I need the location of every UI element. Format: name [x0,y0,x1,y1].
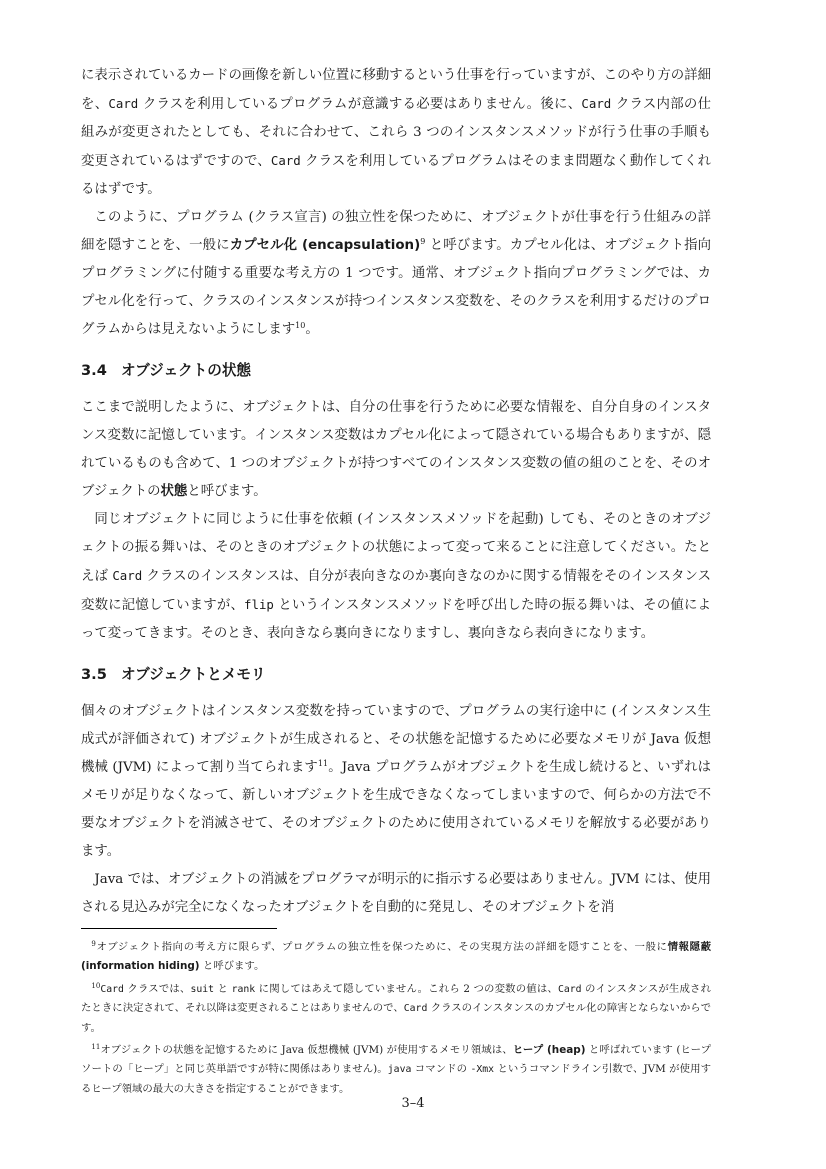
text: クラスを利用しているプログラムはそのまま問題なく動作してくれるはずです。 [81,154,712,197]
section-number: 3.5 [81,666,107,683]
text: というコマンドライン引数で、JVM が使用するヒープ領域の最大の大きさを指定することができます。 [81,1063,711,1095]
text: に表示されているカードの画像を新しい位置に移動するという仕事を行っていますが、このやり方の詳細を、 [81,68,711,112]
text: コマンドの [411,1063,471,1076]
text: と呼びます。カプセル化は、オブジェクト指向プログラミングに付随する重要な考え方の 1 つです。通常、オブジェクト指向プログラミングでは、カプセル化を行って、クラスのインスタンスが持つインスタンス変数を、そのクラスを利用するだけのプログラムからは見えないようにします [81,238,712,337]
text: クラスのインスタンスのカプセル化の障害とならないからです。 [81,1002,711,1034]
text: クラスを利用しているプログラムが意識する必要はありません。後に、 [138,97,582,112]
text: と呼びます。 [187,484,267,499]
text: オブジェクト指向の考え方に限らず、プログラムの独立性を保つために、その実現方法の詳細を隠すことを、一般に [95,941,668,953]
footnote-ref-11[interactable]: 11 [317,759,329,768]
text: に関してはあえて隠していません。これら 2 つの変数の値は、 [255,982,558,995]
text: と呼ばれています (ヒープソートの「ヒープ」と同じ英単語ですが特に関係はありません)。 [81,1044,711,1076]
paragraph-state-1 [81,394,711,506]
text: のインスタンスが生成されたときに決定されて、それ以降は変更されることはありませんので、 [81,982,711,1015]
page-number: 3–4 [401,1096,425,1111]
code-card: Card [270,153,301,168]
code-xmx: -Xmx [470,1064,495,1076]
page-body [81,62,711,1099]
text: このように、プログラム (クラス宣言) の独立性を保つために、オブジェクトが仕事を行う仕組みの詳細を隠すことを、一般に [81,210,711,253]
text: 。Java プログラムがオブジェクトを生成し続けると、いずれはメモリが足りなくなって、新しいオブジェクトを生成できなくなってしまいますので、何らかの方法で不要なオブジェクトを消滅させて、そのオブジェクトのために使用されているメモリを解放する必要があります。 [81,760,711,859]
footnote-ref-9[interactable]: 9 [420,237,426,246]
footnote-9 [81,938,711,977]
footnote-10 [81,980,711,1038]
paragraph-encapsulation [81,204,711,344]
code-card: Card [557,983,582,995]
footnote-number: 10 [91,981,101,990]
code-card: Card [112,568,143,583]
text: Java では、オブジェクトの消滅をプログラマが明示的に指示する必要はありません。JVM には、使用される見込みが完全になくなったオブジェクトを自動的に発見し、そのオブジェクトを消 [81,872,711,915]
term-heap: ヒープ (heap) [512,1044,586,1057]
section-heading-3-5 [81,661,711,689]
section-heading-3-4 [81,357,711,385]
section-number: 3.4 [81,362,107,379]
text: というインスタンスメソッドを呼び出した時の振る舞いは、その値によって変ってきます。そのとき、表向きなら裏向きになりますし、裏向きなら表向きになります。 [81,598,711,641]
text: オブジェクトの状態を記憶するために Java 仮想機械 (JVM) が使用するメモリ領域は、 [100,1044,513,1057]
term-information-hiding: 情報隠蔽 (information hiding) [81,941,712,973]
paragraph-memory-1 [81,698,711,866]
code-flip: flip [244,597,274,612]
text: と呼びます。 [199,960,265,973]
text: ここまで説明したように、オブジェクトは、自分の仕事を行うために必要な情報を、自分自身のインスタンス変数に記憶しています。インスタンス変数はカプセル化によって隠されている場合もありますが、隠れているものも含めて、1 つのオブジェクトが持つすべてのインスタンス変数の値の組のことを、そのオブジェクトの [81,400,711,499]
text: クラスでは、 [123,982,191,995]
code-card: Card [108,96,139,111]
code-card: Card [581,96,612,111]
code-suit: suit [190,983,215,995]
code-card: Card [100,983,124,995]
code-java: java [387,1064,412,1076]
paragraph-state-2 [81,506,711,648]
term-state: 状態 [160,484,188,499]
text: クラスのインスタンスは、自分が表向きなのか裏向きなのかに関する情報をそのインスタンス変数に記憶していますが、 [81,569,711,613]
text: 同じオブジェクトに同じように仕事を依頼 (インスタンスメソッドを起動) しても、そのときのオブジェクトの振る舞いは、そのときのオブジェクトの状態によって変って来ることに注意してください。たとえば [81,512,711,584]
footnote-ref-10[interactable]: 10 [295,321,306,330]
footnote-number: 9 [91,940,96,948]
text: 個々のオブジェクトはインスタンス変数を持っていますので、プログラムの実行途中に (インスタンス生成式が評価されて) オブジェクトが生成されると、その状態を記憶するために必要なメモリが Java 仮想機械 (JVM) によって割り当てられます [81,704,711,775]
code-rank: rank [231,983,256,995]
section-title: オブジェクトの状態 [121,362,252,379]
text: 。 [305,322,319,337]
paragraph-memory-2 [81,866,711,922]
text: クラス内部の仕組みが変更されたとしても、それに合わせて、これら 3 つのインスタンスメソッドが行う仕事の手順も変更されているはずですので、 [81,97,712,169]
footnote-11 [81,1041,711,1099]
paragraph-intro [81,62,711,204]
text: と [214,982,232,995]
code-card: Card [403,1003,428,1015]
term-encapsulation: カプセル化 (encapsulation) [229,238,421,253]
footnote-number: 11 [91,1043,101,1052]
section-title: オブジェクトとメモリ [121,666,266,683]
footnote-rule [81,928,277,929]
